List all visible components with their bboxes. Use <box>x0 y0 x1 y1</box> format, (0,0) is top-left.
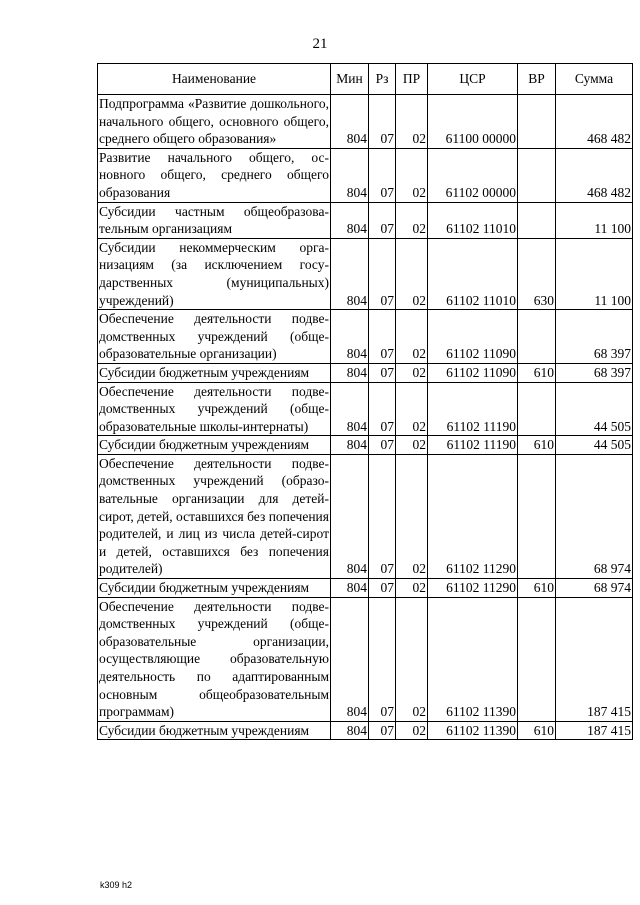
cell-sum: 11 100 <box>556 238 633 309</box>
cell-rz: 07 <box>369 721 396 740</box>
cell-min: 804 <box>331 202 369 238</box>
page-number: 21 <box>312 36 328 52</box>
cell-pr: 02 <box>396 95 428 149</box>
cell-rz: 07 <box>369 95 396 149</box>
cell-vr: 610 <box>518 363 556 382</box>
cell-pr: 02 <box>396 436 428 455</box>
table-row <box>98 579 633 598</box>
table-row <box>98 597 633 721</box>
cell-name: Субсидии бюджетным учреждениям <box>98 721 331 740</box>
cell-rz: 07 <box>369 382 396 436</box>
header-min: Мин <box>331 64 369 95</box>
cell-min: 804 <box>331 382 369 436</box>
cell-min: 804 <box>331 148 369 202</box>
cell-min: 804 <box>331 436 369 455</box>
budget-table <box>97 63 633 740</box>
cell-pr: 02 <box>396 363 428 382</box>
table-row <box>98 363 633 382</box>
table-body <box>98 95 633 740</box>
cell-name: Обеспечение деятельности подведомственных учреждений (общеобразовательные организации) <box>98 310 331 364</box>
cell-pr: 02 <box>396 454 428 578</box>
cell-sum: 68 397 <box>556 310 633 364</box>
cell-name: Субсидии некоммерческим организациям (за исключением государственных (муниципальных) учреждений) <box>98 238 331 309</box>
cell-csr: 61102 11390 <box>428 597 518 721</box>
cell-vr: 610 <box>518 579 556 598</box>
cell-name: Обеспечение деятельности подведомственных учреждений (общеобразовательные организации, осуществляющие образовательную деятельность по адаптированным основным общеобразовательным программам) <box>98 597 331 721</box>
cell-csr: 61102 11290 <box>428 579 518 598</box>
cell-rz: 07 <box>369 436 396 455</box>
cell-name: Субсидии частным общеобразовательным организациям <box>98 202 331 238</box>
table-header <box>98 64 633 95</box>
header-name: Наименование <box>98 64 331 95</box>
cell-name: Субсидии бюджетным учреждениям <box>98 363 331 382</box>
header-vr: ВР <box>518 64 556 95</box>
cell-name: Субсидии бюджетным учреждениям <box>98 436 331 455</box>
cell-pr: 02 <box>396 382 428 436</box>
cell-vr <box>518 597 556 721</box>
table-row <box>98 95 633 149</box>
cell-name: Подпрограмма «Развитие дошкольного, начального общего, основного общего, среднего общего образования» <box>98 95 331 149</box>
table-row <box>98 721 633 740</box>
cell-rz: 07 <box>369 363 396 382</box>
cell-sum: 187 415 <box>556 721 633 740</box>
cell-rz: 07 <box>369 202 396 238</box>
cell-csr: 61102 11190 <box>428 382 518 436</box>
cell-min: 804 <box>331 454 369 578</box>
cell-pr: 02 <box>396 310 428 364</box>
cell-csr: 61102 11090 <box>428 310 518 364</box>
cell-sum: 11 100 <box>556 202 633 238</box>
cell-min: 804 <box>331 363 369 382</box>
header-pr: ПР <box>396 64 428 95</box>
cell-csr: 61102 11090 <box>428 363 518 382</box>
cell-vr <box>518 148 556 202</box>
table-row <box>98 148 633 202</box>
cell-min: 804 <box>331 597 369 721</box>
cell-vr: 630 <box>518 238 556 309</box>
cell-csr: 61102 11290 <box>428 454 518 578</box>
cell-pr: 02 <box>396 148 428 202</box>
cell-csr: 61100 00000 <box>428 95 518 149</box>
cell-sum: 44 505 <box>556 436 633 455</box>
cell-rz: 07 <box>369 238 396 309</box>
table-row <box>98 454 633 578</box>
header-sum: Сумма <box>556 64 633 95</box>
cell-rz: 07 <box>369 310 396 364</box>
cell-sum: 187 415 <box>556 597 633 721</box>
table-row <box>98 436 633 455</box>
cell-name: Субсидии бюджетным учреждениям <box>98 579 331 598</box>
cell-min: 804 <box>331 95 369 149</box>
cell-name: Обеспечение деятельности подведомственных учреждений (образовательные организации для детей-сирот, детей, оставшихся без попечения родителей, и лиц из числа детей-сирот и детей, оставшихся без попечения родителей) <box>98 454 331 578</box>
cell-csr: 61102 00000 <box>428 148 518 202</box>
cell-min: 804 <box>331 238 369 309</box>
table-row <box>98 238 633 309</box>
footer-code: k309 h2 <box>100 880 133 890</box>
cell-vr <box>518 310 556 364</box>
cell-sum: 68 974 <box>556 454 633 578</box>
cell-rz: 07 <box>369 597 396 721</box>
cell-vr <box>518 382 556 436</box>
cell-pr: 02 <box>396 579 428 598</box>
cell-pr: 02 <box>396 597 428 721</box>
cell-sum: 68 974 <box>556 579 633 598</box>
cell-vr <box>518 454 556 578</box>
table-row <box>98 310 633 364</box>
cell-min: 804 <box>331 721 369 740</box>
cell-sum: 68 397 <box>556 363 633 382</box>
header-rz: Рз <box>369 64 396 95</box>
cell-pr: 02 <box>396 238 428 309</box>
cell-csr: 61102 11010 <box>428 238 518 309</box>
cell-vr: 610 <box>518 721 556 740</box>
cell-vr: 610 <box>518 436 556 455</box>
cell-pr: 02 <box>396 202 428 238</box>
header-row <box>98 64 633 95</box>
header-csr: ЦСР <box>428 64 518 95</box>
cell-pr: 02 <box>396 721 428 740</box>
cell-sum: 468 482 <box>556 95 633 149</box>
cell-csr: 61102 11190 <box>428 436 518 455</box>
cell-min: 804 <box>331 579 369 598</box>
cell-sum: 468 482 <box>556 148 633 202</box>
cell-min: 804 <box>331 310 369 364</box>
cell-vr <box>518 95 556 149</box>
cell-sum: 44 505 <box>556 382 633 436</box>
cell-name: Развитие начального общего, основного общего, среднего общего образования <box>98 148 331 202</box>
table-row <box>98 382 633 436</box>
cell-rz: 07 <box>369 454 396 578</box>
cell-csr: 61102 11390 <box>428 721 518 740</box>
cell-rz: 07 <box>369 579 396 598</box>
cell-csr: 61102 11010 <box>428 202 518 238</box>
cell-rz: 07 <box>369 148 396 202</box>
table-row <box>98 202 633 238</box>
cell-name: Обеспечение деятельности подведомственных учреждений (общеобразовательные школы-интернаты) <box>98 382 331 436</box>
cell-vr <box>518 202 556 238</box>
